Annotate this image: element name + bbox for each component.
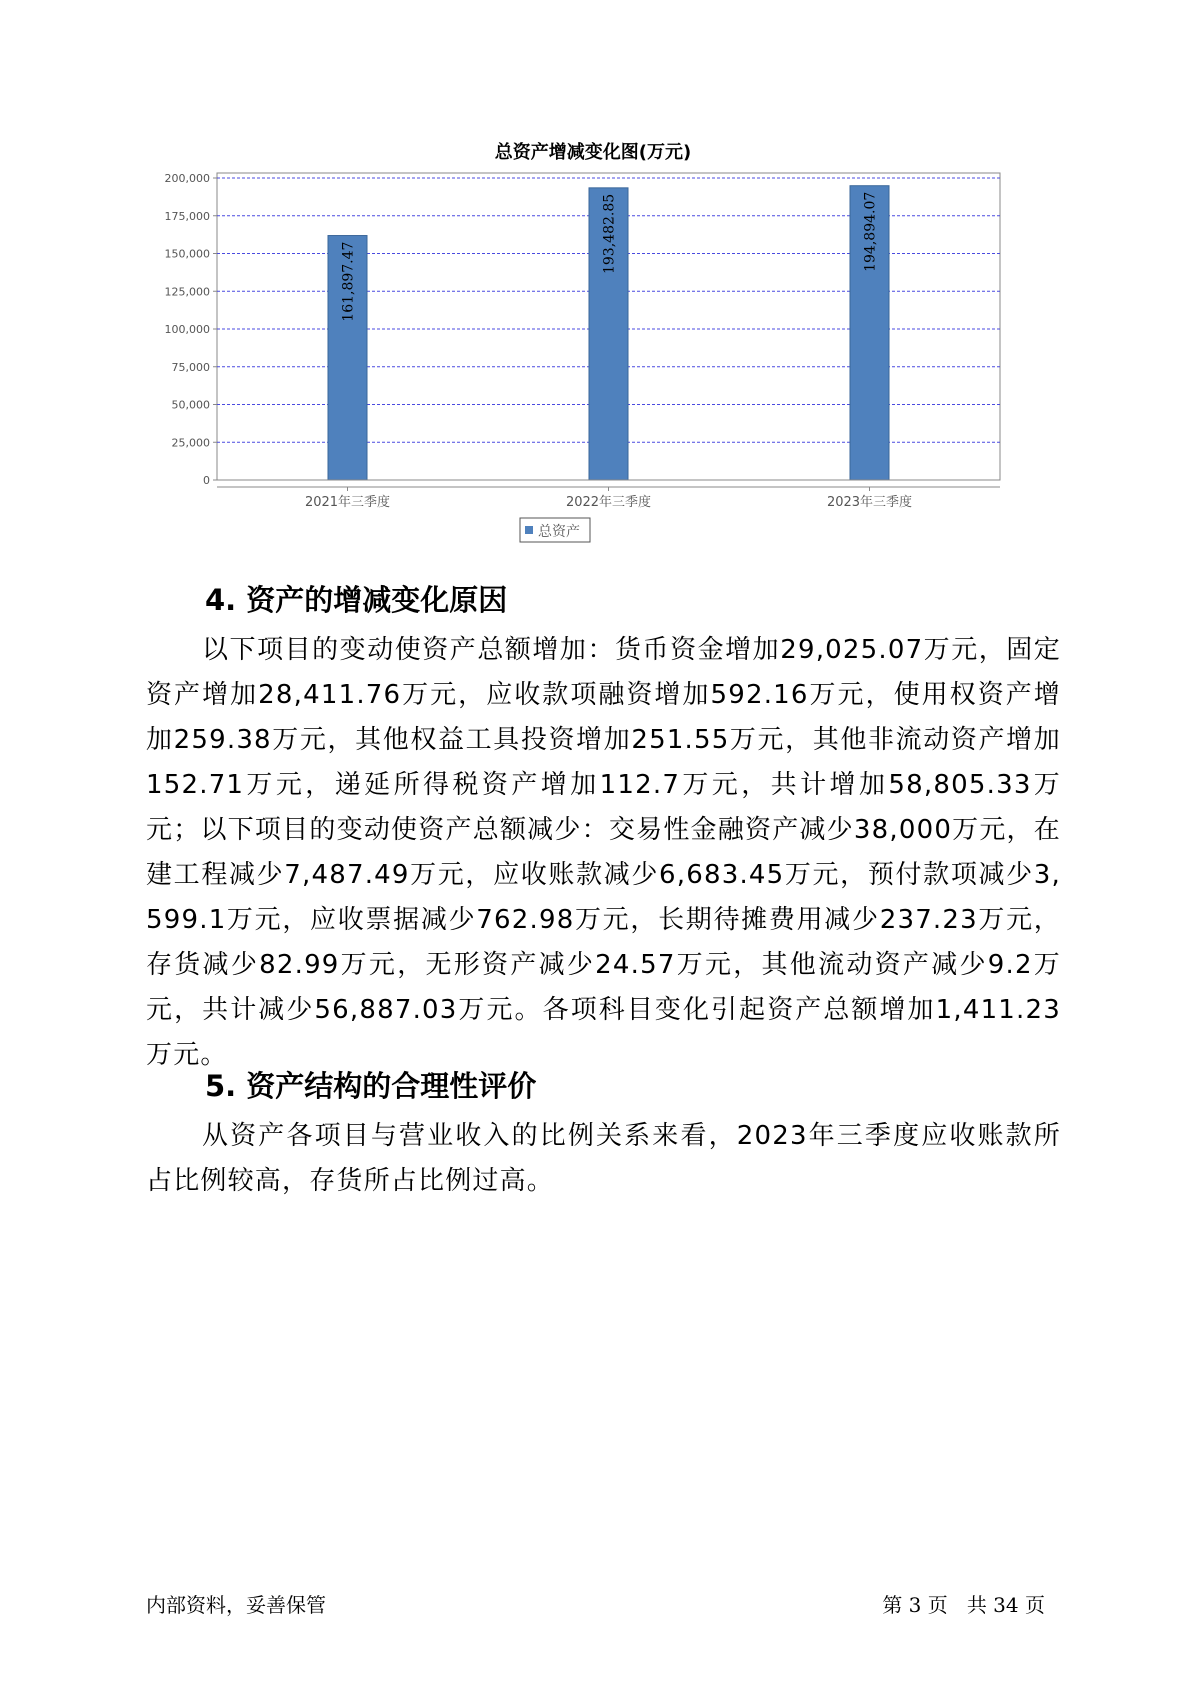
section-4-paragraph: 以下项目的变动使资产总额增加：货币资金增加29,025.07万元，固定资产增加28,411.76万元，应收款项融资增加592.16万元，使用权资产增加259.38万元，其他权益工具投资增加251.55万元，其他非流动资产增加152.71万元，递延所得税资产增加112.7万元，共计增加58,805.33万元；以下项目的变动使资产总额减少：交易性金融资产减少38,000万元，在建工程减少7,487.49万元，应收账款减少6,683.45万元，预付款项减少3,599.1万元，应收票据减少762.98万元，长期待摊费用减少237.23万元，存货减少82.99万元，无形资产减少24.57万元，其他流动资产减少9.2万元，共计减少56,887.03万元。各项科目变化引起资产总额增加1,411.23万元。: [146, 635, 1061, 1070]
x-tick-label: 2021年三季度: [304, 495, 391, 510]
y-tick-label: 200,000: [164, 172, 210, 185]
section-5-paragraph: 从资产各项目与营业收入的比例关系来看，2023年三季度应收账款所占比例较高，存货所占比例过高。: [146, 1121, 1061, 1196]
bar-value-label: 161,897.47: [340, 241, 357, 322]
y-axis-ticks: [165, 172, 218, 487]
y-tick-label: 25,000: [171, 436, 210, 450]
legend-swatch: [525, 526, 533, 534]
footer-page-number: 第 3 页 共 34 页: [882, 1593, 1045, 1617]
x-axis-labels: [305, 487, 912, 510]
x-tick-label: 2023年三季度: [826, 495, 913, 510]
y-tick-label: 0: [203, 474, 210, 487]
x-tick-label: 2022年三季度: [565, 495, 652, 510]
y-tick-label: 100,000: [164, 323, 210, 336]
y-tick-label: 175,000: [164, 209, 210, 223]
y-tick-label: 75,000: [171, 360, 210, 374]
bar-value-label: 193,482.85: [601, 193, 618, 275]
section-4-heading: 4. 资产的增减变化原因: [205, 583, 508, 617]
bar-value-label: 194,894.07: [862, 191, 879, 272]
y-tick-label: 125,000: [164, 285, 210, 299]
chart-title: 总资产增减变化图(万元): [494, 142, 692, 163]
legend-label: 总资产: [538, 524, 580, 540]
chart-legend: [520, 518, 590, 542]
y-tick-label: 50,000: [171, 398, 210, 412]
total-assets-bar-chart: [140, 130, 1040, 600]
footer-confidential-note: 内部资料，妥善保管: [146, 1593, 326, 1617]
y-tick-label: 150,000: [164, 247, 210, 261]
section-5-heading: 5. 资产结构的合理性评价: [205, 1069, 537, 1103]
